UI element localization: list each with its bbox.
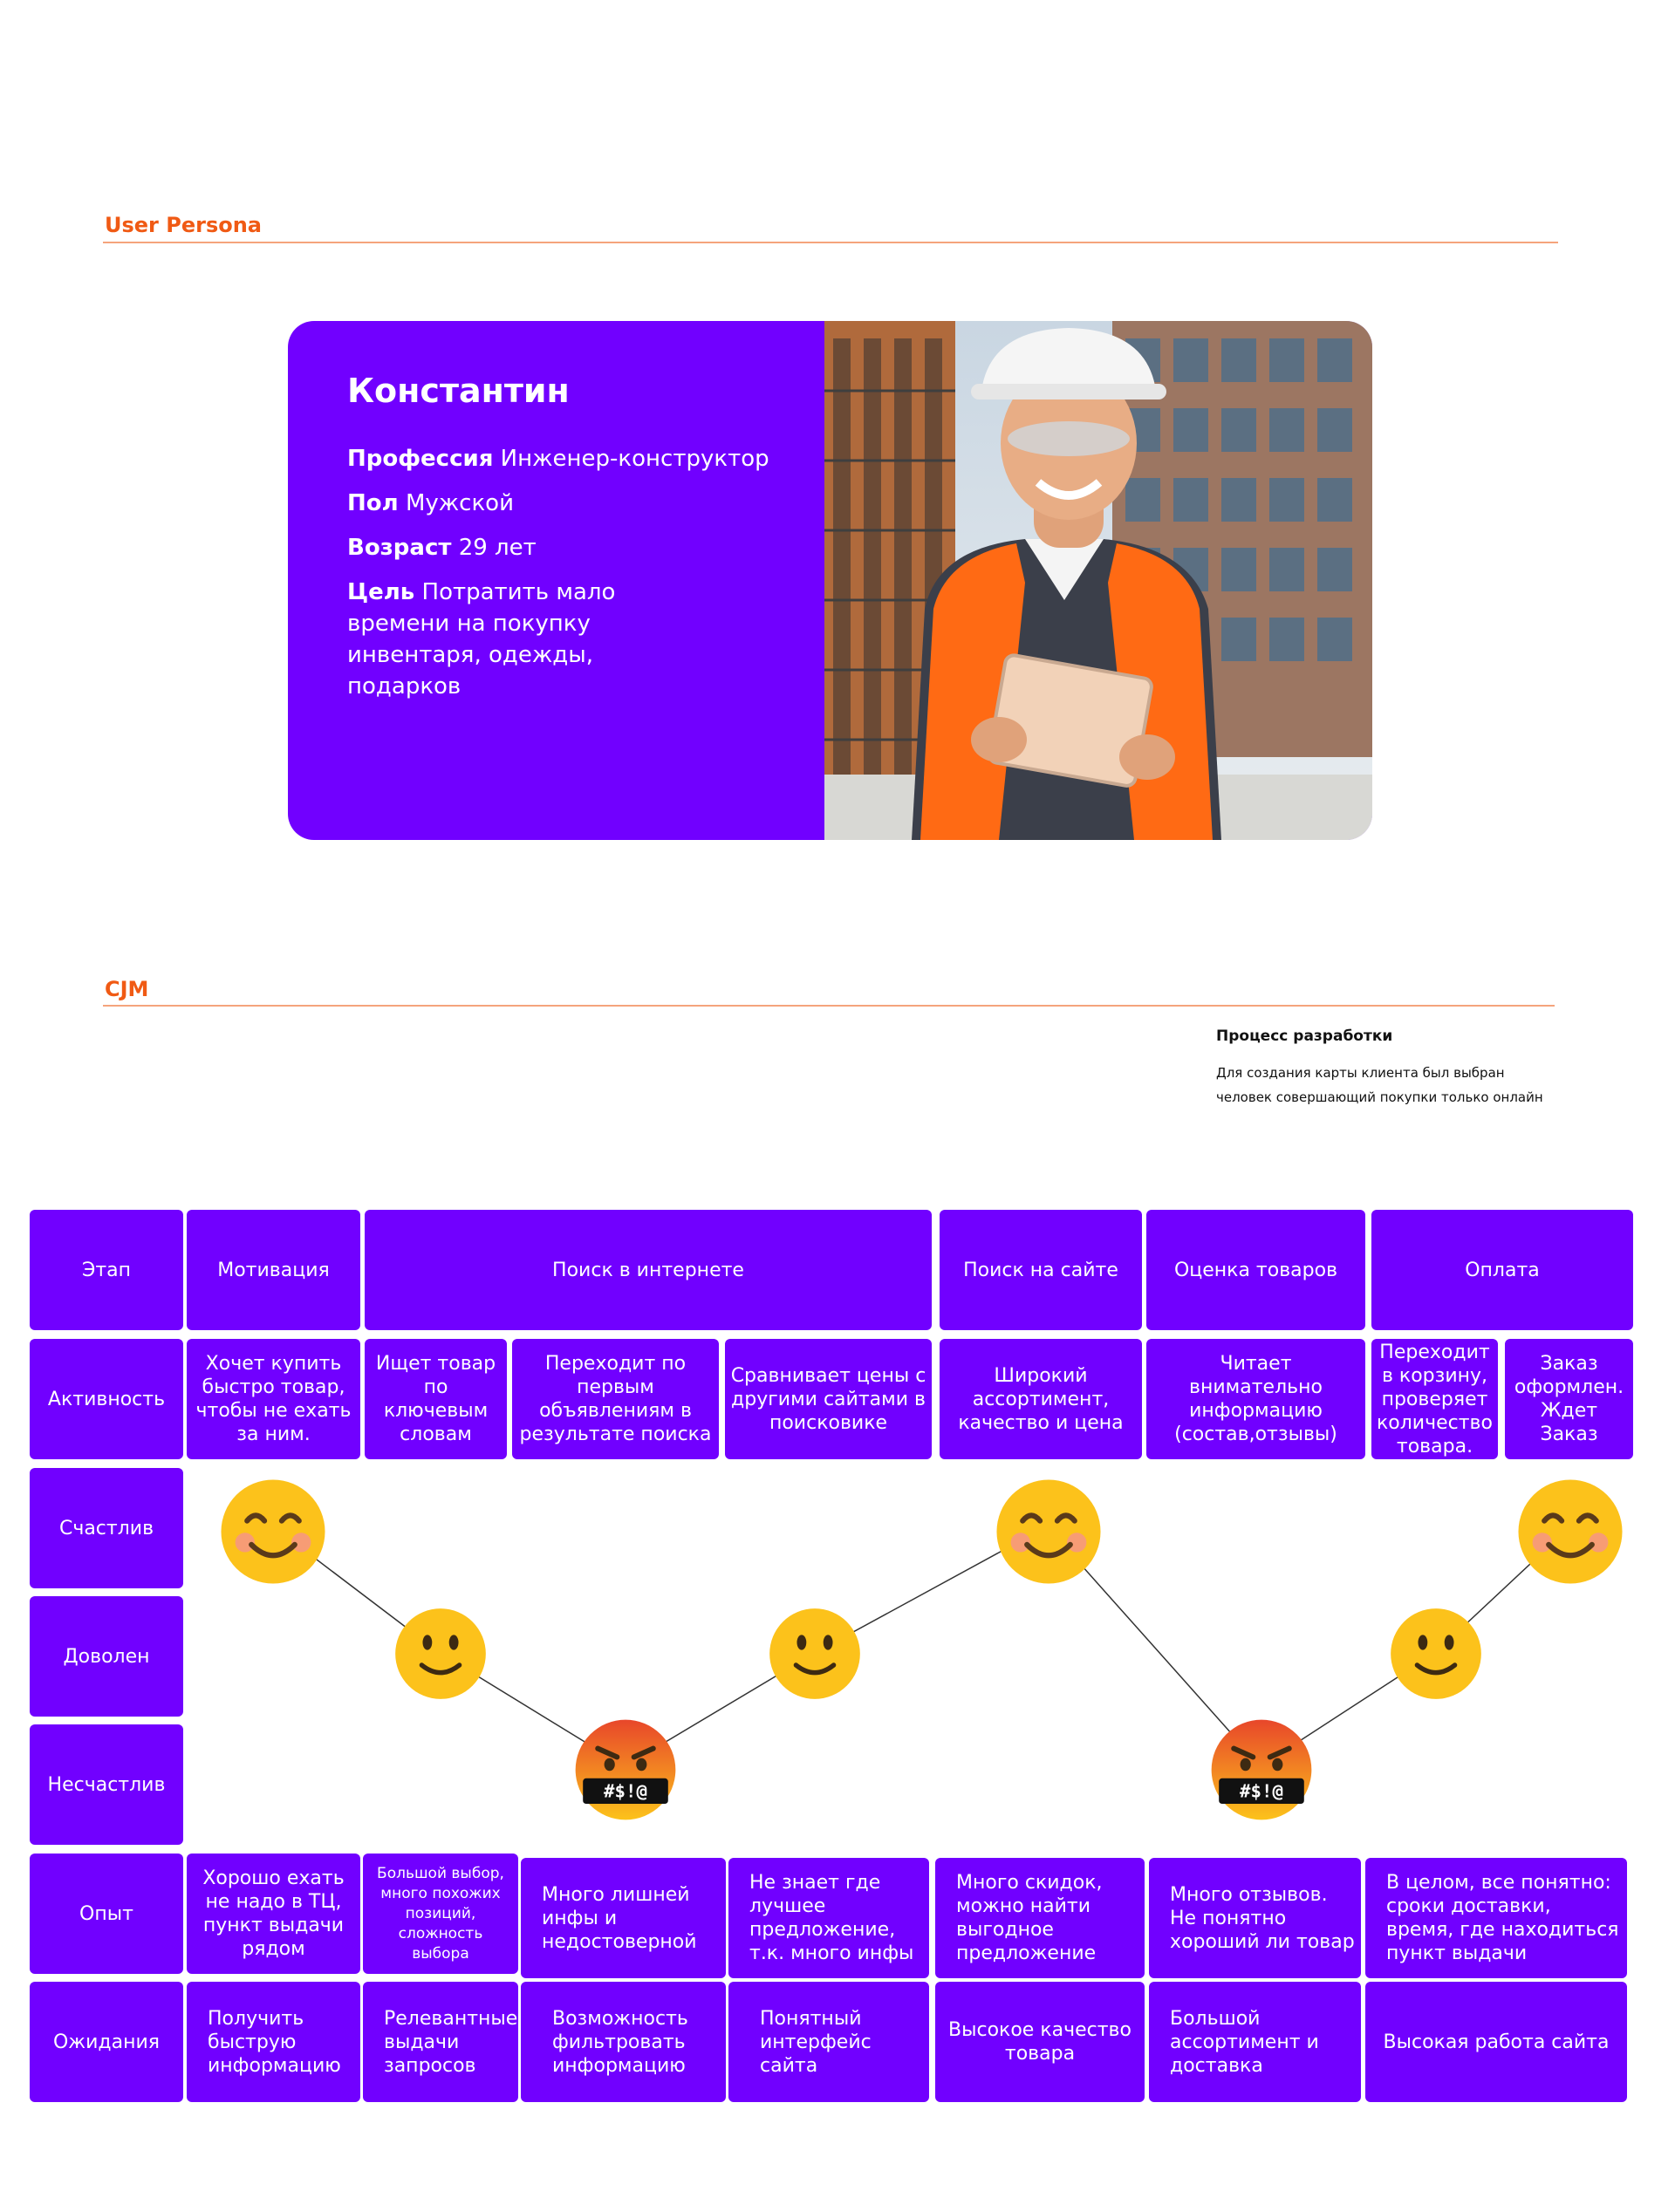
stage-payment: Оплата xyxy=(1371,1210,1633,1330)
activity-cell: Ищет товар по ключевым словам xyxy=(365,1339,507,1459)
stage-internet-search: Поиск в интернете xyxy=(365,1210,932,1330)
experience-cell: Много скидок, можно найти выгодное предложение xyxy=(935,1858,1145,1978)
persona-section-title: User Persona xyxy=(105,213,262,237)
expectations-cell: Релевантные выдачи запросов xyxy=(363,1982,518,2102)
persona-name: Константин xyxy=(347,372,570,410)
activity-cell: Переходит в корзину, проверяет количество товара. xyxy=(1371,1339,1498,1459)
field-value: Инженер-конструктор xyxy=(500,446,769,472)
slightly-smiling-emoji-icon xyxy=(768,1607,862,1701)
expectations-cell: Возможность фильтровать информацию xyxy=(521,1982,726,2102)
activity-cell: Читает внимательно информацию (состав,отзывы) xyxy=(1146,1339,1365,1459)
happy-emoji-icon xyxy=(1516,1478,1624,1586)
activity-cell: Переходит по первым объявлениям в результате поиска xyxy=(512,1339,719,1459)
stage-motivation: Мотивация xyxy=(187,1210,360,1330)
activity-cell: Заказ оформлен. Ждет Заказ xyxy=(1505,1339,1633,1459)
activity-cell: Хочет купить быстро товар, чтобы не ехать за ним. xyxy=(187,1339,360,1459)
experience-cell: Много лишней инфы и недостоверной xyxy=(521,1858,726,1978)
row-label-happy: Счастлив xyxy=(30,1468,183,1588)
field-label: Профессия xyxy=(347,446,494,472)
slightly-smiling-emoji-icon xyxy=(1389,1607,1483,1701)
process-line-1: Для создания карты клиента был выбран xyxy=(1216,1065,1505,1081)
process-line-2: человек совершающий покупки только онлайн xyxy=(1216,1089,1543,1105)
happy-emoji-icon xyxy=(219,1478,327,1586)
row-label-expectations: Ожидания xyxy=(30,1982,183,2102)
experience-cell: Большой выбор, много похожих позиций, сложность выбора xyxy=(363,1854,518,1974)
experience-cell: Хорошо ехать не надо в ТЦ, пункт выдачи рядом xyxy=(187,1854,360,1974)
expectations-cell: Получить быструю информацию xyxy=(187,1982,360,2102)
experience-cell: В целом, все понятно: сроки доставки, время, где находиться пункт выдачи xyxy=(1365,1858,1627,1978)
svg-text:#$!@: #$!@ xyxy=(604,1780,647,1802)
row-label-unhappy: Несчастлив xyxy=(30,1724,183,1845)
row-label-stage: Этап xyxy=(30,1210,183,1330)
activity-cell: Сравнивает цены с другими сайтами в поисковике xyxy=(725,1339,932,1459)
field-value: 29 лет xyxy=(458,535,537,561)
field-label: Пол xyxy=(347,490,399,516)
row-label-activity: Активность xyxy=(30,1339,183,1459)
slightly-smiling-emoji-icon xyxy=(393,1607,488,1701)
row-label-experience: Опыт xyxy=(30,1854,183,1974)
process-title: Процесс разработки xyxy=(1216,1027,1393,1045)
expectations-cell: Большой ассортимент и доставка xyxy=(1149,1982,1361,2102)
stage-product-evaluation: Оценка товаров xyxy=(1146,1210,1365,1330)
svg-text:#$!@: #$!@ xyxy=(1240,1780,1283,1802)
experience-cell: Много отзывов. Не понятно хороший ли товар xyxy=(1149,1858,1361,1978)
field-value: Потратить мало времени на покупку инвентаря, одежды, подарков xyxy=(347,579,616,700)
expectations-cell: Понятный интерфейс сайта xyxy=(728,1982,929,2102)
cjm-section-title: CJM xyxy=(105,977,149,1001)
field-label: Цель xyxy=(347,579,415,605)
field-label: Возраст xyxy=(347,535,452,561)
expectations-cell: Высокое качество товара xyxy=(935,1982,1145,2102)
field-value: Мужской xyxy=(405,490,514,516)
happy-emoji-icon xyxy=(995,1478,1103,1586)
cursing-emoji-icon xyxy=(572,1717,679,1823)
stage-site-search: Поиск на сайте xyxy=(940,1210,1142,1330)
activity-cell: Широкий ассортимент, качество и цена xyxy=(940,1339,1142,1459)
expectations-cell: Высокая работа сайта xyxy=(1365,1982,1627,2102)
experience-cell: Не знает где лучшее предложение, т.к. много инфы xyxy=(728,1858,929,1978)
cursing-emoji-icon xyxy=(1208,1717,1315,1823)
row-label-satisfied: Доволен xyxy=(30,1596,183,1717)
